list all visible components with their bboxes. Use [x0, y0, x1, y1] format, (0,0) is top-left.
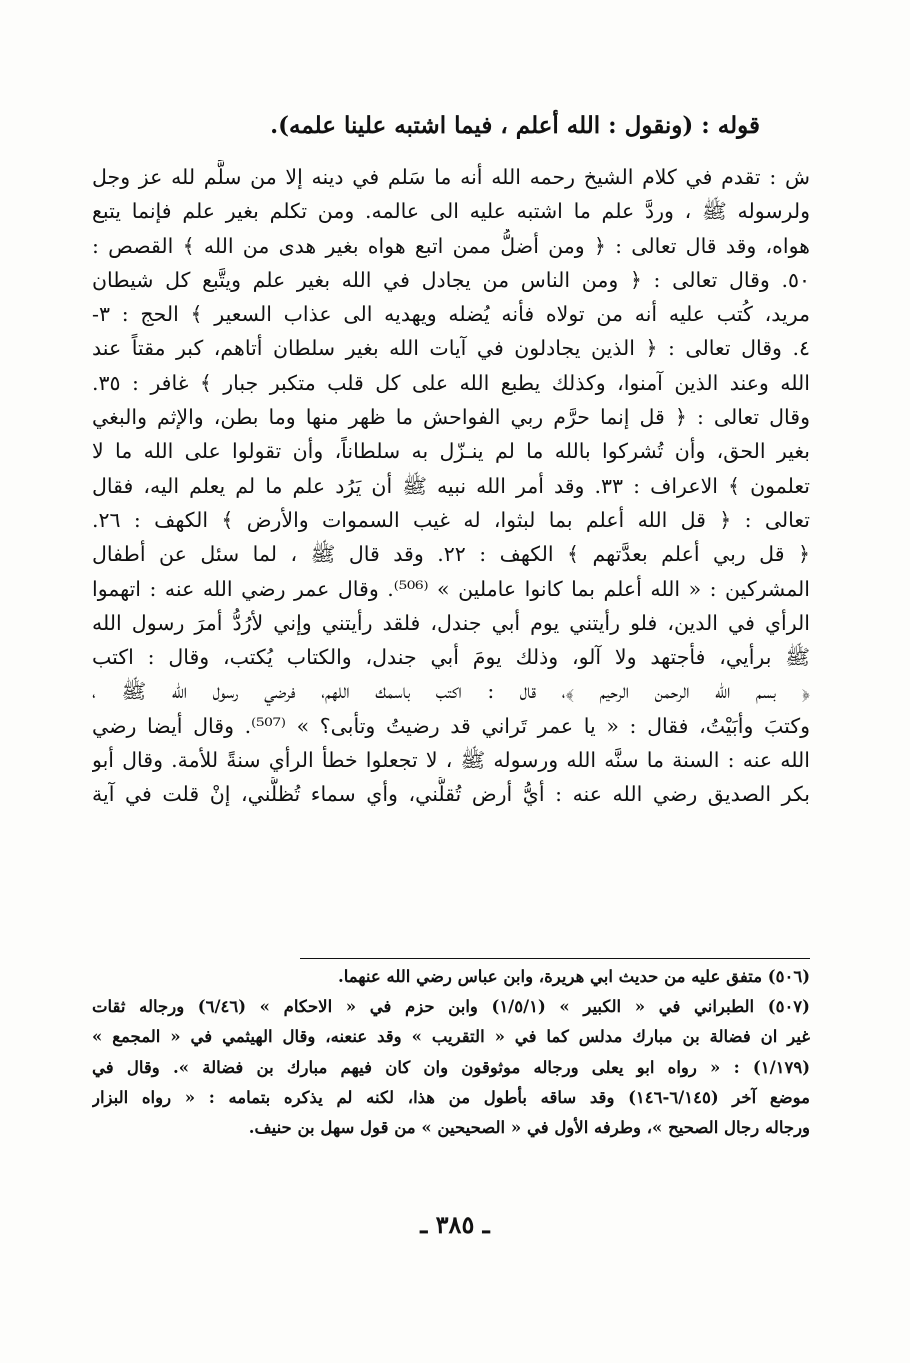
text-line: بكر الصديق رضي الله عنه : أيُّ أرض تُقلُّني، وأي سماء تُظلُّني، إنْ قلت في آية: [92, 782, 810, 807]
text-line: تعالى : ﴿ قل الله أعلم بما لبثوا، له غيب السموات والأرض ﴾ الكهف : ٢٦.: [92, 507, 810, 532]
text-line: الرأي في الدين، فلو رأيتني يوم أبي جندل، فلقد رأيتني وإني لأرُدُّ أمرَ رسول الله: [92, 610, 810, 635]
footnote-line: (٥٠٧) الطبراني في « الكبير » (١/٥/١) وابن حزم في « الاحكام » (٦/٤٦) ورجاله ثقات: [92, 997, 810, 1017]
text-line: ٤. وقال تعالى : ﴿ الذين يجادلون في آيات الله بغير سلطان أتاهم، كبر مقتاً عند: [92, 336, 810, 361]
text-line: ﴿ بسم الله الرحمن الرحيم ﴾، قال : اكتب باسمك اللهم، فرضي رسول الله ﷺ ،: [92, 679, 810, 704]
text-line: بغير الحق، وأن تُشركوا بالله ما لم ينـزّل به سلطاناً، وأن تقولوا على الله ما لا: [92, 439, 810, 464]
text-line: ولرسوله ﷺ ، وردَّ علم ما اشتبه عليه الى عالمه. ومن تكلم بغير علم فإنما يتبع: [92, 199, 810, 224]
text-line: ﷺ برأيي، فأجتهد ولا آلو، وذلك يومَ أبي جندل، والكتاب يُكتب، وقال : اكتب: [92, 645, 810, 670]
text-line: ٥٠. وقال تعالى : ﴿ ومن الناس من يجادل في الله بغير علم ويتَّبع كل شيطان: [92, 267, 810, 292]
text-line: تعلمون ﴾ الاعراف : ٣٣. وقد أمر الله نبيه ﷺ أن يَرُد علم ما لم يعلم اليه، فقال: [92, 473, 810, 498]
text-line: المشركين : « الله أعلم بما كانوا عاملين » ⁽⁵⁰⁶⁾. وقال عمر رضي الله عنه : اتهموا: [92, 576, 810, 601]
footnote-line: غير ان فضالة بن مبارك مدلس كما في « التقريب » وقد عنعنه، وقال الهيثمي في « المجمع »: [92, 1027, 810, 1047]
page-number: ـ ٣٨٥ ـ: [420, 1210, 490, 1239]
text-line: ش : تقدم في كلام الشيخ رحمه الله أنه ما سَلم في دينه إلا من سلَّم لله عز وجل: [92, 165, 810, 189]
text-line: الله عنه : السنة ما سنَّه الله ورسوله ﷺ ، لا تجعلوا خطأ الرأي سنةً للأمة. وقال أبو: [92, 748, 810, 773]
text-line: مريد، كُتب عليه أنه من تولاه فأنه يُضله ويهديه الى عذاب السعير ﴾ الحج : ٣-: [92, 302, 810, 327]
text-line: وقال تعالى : ﴿ قل إنما حرَّم ربي الفواحش ما ظهر منها وما بطن، والإثم والبغي: [92, 405, 810, 430]
section-heading: قوله : (ونقول : الله أعلم ، فيما اشتبه علينا علمه).: [270, 112, 760, 139]
footnote-line: موضع آخر (٦/١٤٥-١٤٦) وقد ساقه بأطول من هذا، لكنه لم يذكره بتمامه : « رواه البزار: [92, 1087, 810, 1107]
text-line: هواه، وقد قال تعالى : ﴿ ومن أضلُّ ممن اتبع هواه بغير هدى من الله ﴾ القصص :: [92, 233, 810, 258]
footnotes: [92, 962, 810, 1143]
footnote-divider: [300, 958, 810, 959]
main-text: [92, 160, 810, 812]
text-line: الله وعند الذين آمنوا، وكذلك يطبع الله على كل قلب متكبر جبار ﴾ غافر : ٣٥.: [92, 370, 810, 395]
footnote-line: (٥٠٦) متفق عليه من حديث ابي هريرة، وابن عباس رضي الله عنهما.: [337, 967, 810, 986]
text-line: وكتبَ وأبَيْتُ، فقال : « يا عمر تَراني قد رضيتُ وتأبى؟ » ⁽⁵⁰⁷⁾. وقال أيضا رضي: [92, 713, 810, 738]
text-line: ﴿ قل ربي أعلم بعدَّتهم ﴾ الكهف : ٢٢. وقد قال ﷺ ، لما سئل عن أطفال: [92, 542, 810, 567]
footnote-line: (١/١٧٩) : « رواه ابو يعلى ورجاله موثوقون وان كان فيهم مبارك بن فضالة ». وقال في: [92, 1057, 810, 1077]
footnote-line: ورجاله رجال الصحيح »، وطرفه الأول في « الصحيحين » من قول سهل بن حنيف.: [248, 1118, 810, 1138]
